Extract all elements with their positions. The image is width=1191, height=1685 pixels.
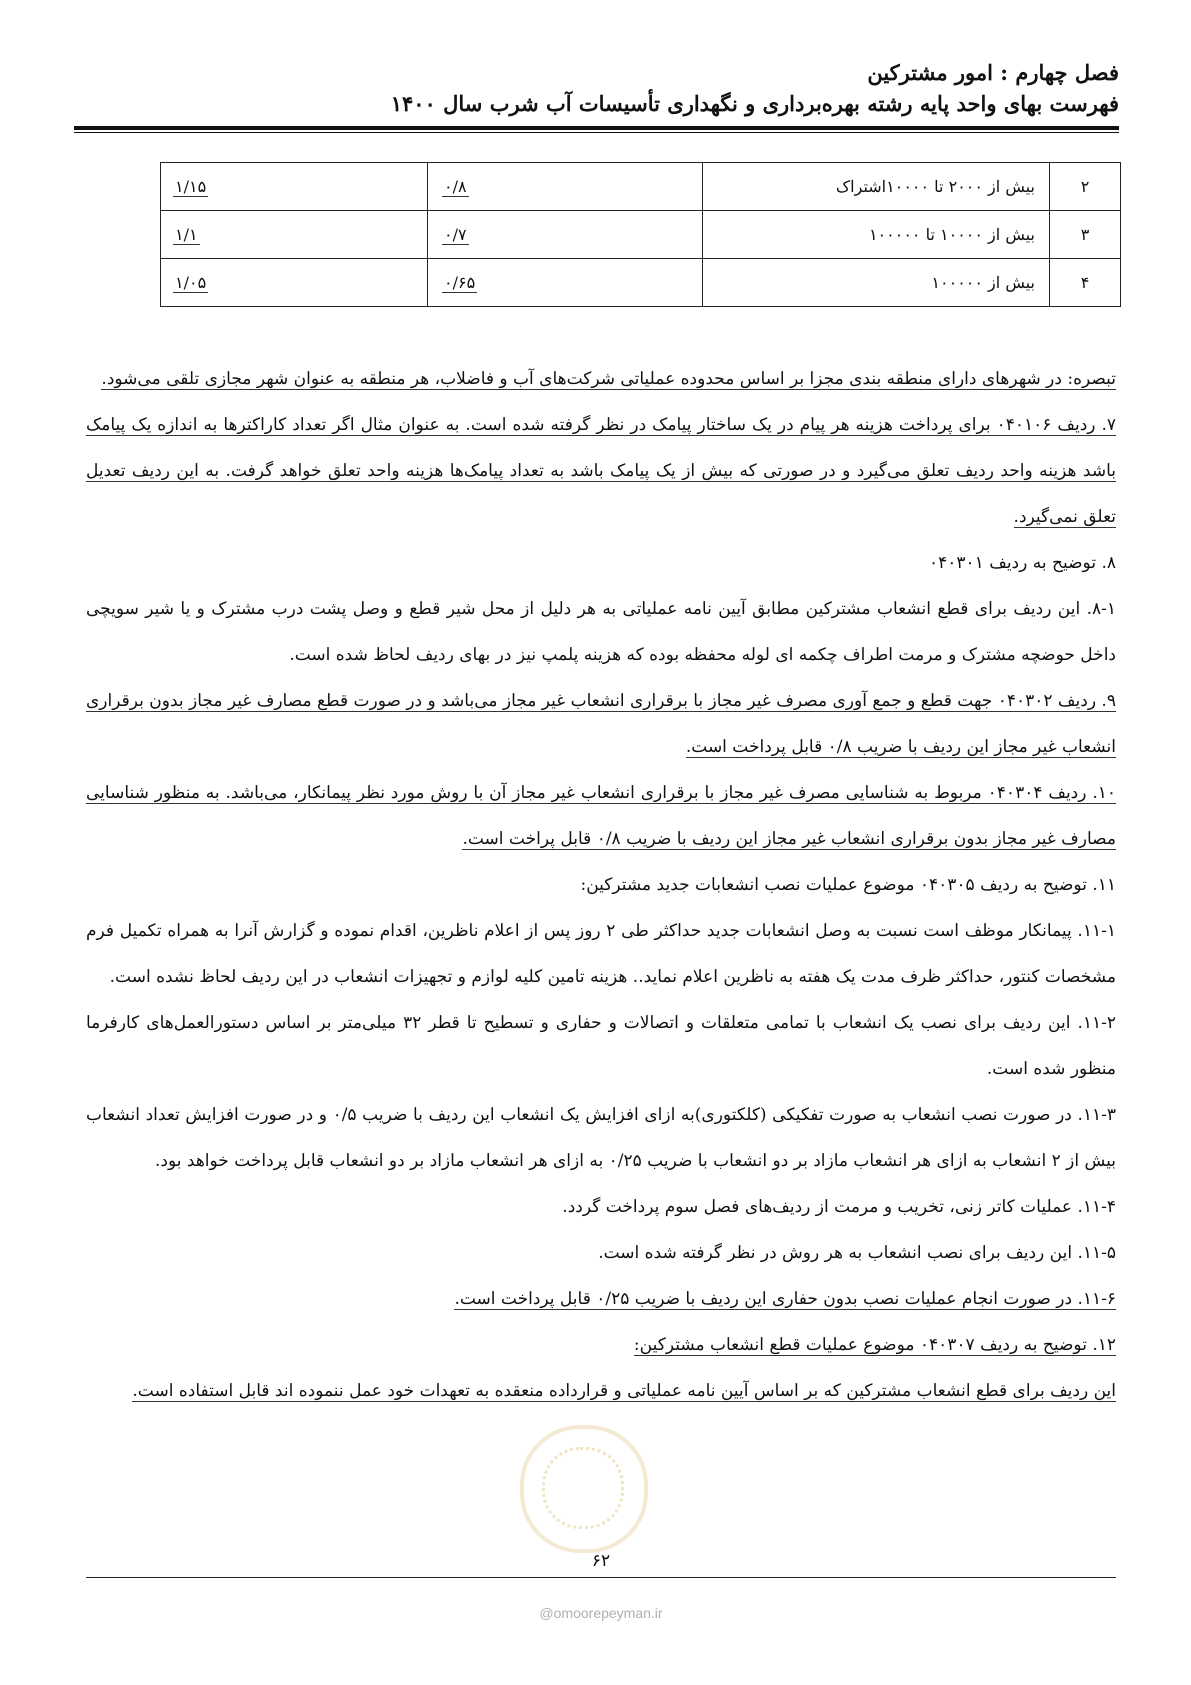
row-coefficient-2: ۱/۰۵ (175, 273, 207, 292)
note-paragraph: ۸. توضیح به ردیف ۰۴۰۳۰۱ (929, 553, 1116, 573)
note-paragraph: ۱۱-۱. پیمانکار موظف است نسبت به وصل انشعابات جدید حداکثر طی ۲ روز پس از اعلام ناظرین، اقدام نموده و گزارش آنرا به همراه تکمیل فرم مشخصات کنتور، حداکثر ظرف مدت یک هفته به ناظرین اعلام نماید.. هزینه تامین کلیه لوازم و تجهیزات انشعاب در این ردیف لحاظ نشده است. (86, 921, 1116, 987)
row-coefficient-1: ۰/۶۵ (444, 273, 476, 292)
note-paragraph: ۹. ردیف ۰۴۰۳۰۲ جهت قطع و جمع آوری مصرف غیر مجاز با برقراری انشعاب غیر مجاز می‌باشد و در صورت قطع مصارف غیر مجاز بدون برقراری انشعاب غیر مجاز این ردیف با ضریب ۰/۸ قابل پرداخت است. (86, 691, 1116, 757)
table-row (161, 163, 1121, 211)
note-paragraph: ۱۰. ردیف ۰۴۰۳۰۴ مربوط به شناسایی مصرف غیر مجاز با برقراری انشعاب غیر مجاز آن با روش مورد نظر پیمانکار، می‌باشد. به منظور شناسایی مصارف غیر مجاز بدون برقراری انشعاب غیر مجاز این ردیف با ضریب ۰/۸ قابل پراخت است. (86, 783, 1116, 849)
note-paragraph: ۱۱-۴. عملیات کاتر زنی، تخریب و مرمت از ردیف‌های فصل سوم پرداخت گردد. (562, 1197, 1116, 1217)
notes-body (86, 356, 1116, 1414)
footer-rule (86, 1577, 1116, 1578)
page-header (74, 58, 1119, 133)
chapter-title: فصل چهارم : امور مشترکین (867, 60, 1119, 85)
row-number: ۴ (1050, 259, 1121, 307)
row-coefficient-2: ۱/۱۵ (175, 177, 207, 196)
table-row (161, 259, 1121, 307)
note-paragraph: ۱۱. توضیح به ردیف ۰۴۰۳۰۵ موضوع عملیات نصب انشعابات جدید مشترکین: (580, 875, 1116, 895)
coefficient-table (160, 162, 1121, 307)
note-paragraph: ۸-۱. این ردیف برای قطع انشعاب مشترکین مطابق آیین نامه عملیاتی به هر دلیل از محل شیر قطع و وصل پشت درب مشترک و یا شیر سویچی داخل حوضچه مشترک و مرمت اطراف چکمه ای لوله محفظه بوده که هزینه پلمپ نیز در بهای ردیف لحاظ شده است. (86, 599, 1116, 665)
watermark-seal-icon (520, 1425, 648, 1553)
page-number: ۶۲ (591, 1551, 611, 1571)
watermark-text: @omoorepeyman.ir (539, 1605, 663, 1621)
row-description: بیش از ۱۰۰۰۰ تا ۱۰۰۰۰۰ (703, 211, 1050, 259)
row-coefficient-1: ۰/۷ (444, 225, 467, 244)
row-coefficient-1: ۰/۸ (444, 177, 467, 196)
row-coefficient-2: ۱/۱ (175, 225, 198, 244)
note-paragraph: تبصره: در شهرهای دارای منطقه بندی مجزا بر اساس محدوده عملیاتی شرکت‌های آب و فاضلاب، هر منطقه به عنوان شهر مجازی تلقی می‌شود. (101, 369, 1116, 389)
row-description: بیش از ۲۰۰۰ تا ۱۰۰۰۰اشتراک (703, 163, 1050, 211)
row-number: ۲ (1050, 163, 1121, 211)
header-rule (74, 126, 1119, 130)
page-footer (86, 1551, 1116, 1621)
row-description: بیش از ۱۰۰۰۰۰ (703, 259, 1050, 307)
note-paragraph: ۱۱-۵. این ردیف برای نصب انشعاب به هر روش در نظر گرفته شده است. (598, 1243, 1116, 1263)
list-title: فهرست بهای واحد پایه رشته بهره‌برداری و نگهداری تأسیسات آب شرب سال ۱۴۰۰ (390, 91, 1119, 116)
note-paragraph: این ردیف برای قطع انشعاب مشترکین که بر اساس آیین نامه عملیاتی و قرارداده منعقده به تعهدات خود عمل ننموده اند قابل استفاده است. (132, 1381, 1116, 1401)
row-number: ۳ (1050, 211, 1121, 259)
note-paragraph: ۱۱-۳. در صورت نصب انشعاب به صورت تفکیکی (کلکتوری)به ازای افزایش یک انشعاب این ردیف با ضریب ۰/۵ و در صورت افزایش تعداد انشعاب بیش از ۲ انشعاب به ازای هر انشعاب مازاد بر دو انشعاب با ضریب ۰/۲۵ به ازای هر انشعاب مازاد بر دو انشعاب قابل پرداخت خواهد بود. (86, 1105, 1116, 1171)
note-paragraph: ۱۱-۶. در صورت انجام عملیات نصب بدون حفاری این ردیف با ضریب ۰/۲۵ قابل پرداخت است. (454, 1289, 1116, 1309)
table-row (161, 211, 1121, 259)
note-paragraph: ۷. ردیف ۰۴۰۱۰۶ برای پرداخت هزینه هر پیام در یک ساختار پیامک در نظر گرفته شده است. به عنوان مثال اگر تعداد کاراکترها به اندازه یک پیامک باشد هزینه واحد ردیف تعلق می‌گیرد و در صورتی که بیش از یک پیامک باشد به تعداد پیامک‌ها هزینه واحد تعلق خواهد گرفت. به این ردیف تعدیل تعلق نمی‌گیرد. (86, 415, 1117, 527)
note-paragraph: ۱۱-۲. این ردیف برای نصب یک انشعاب با تمامی متعلقات و اتصالات و حفاری و تسطیح تا قطر ۳۲ میلی‌متر بر اساس دستورالعمل‌های کارفرما منظور شده است. (86, 1013, 1116, 1079)
header-rule-thin (74, 132, 1119, 133)
note-paragraph: ۱۲. توضیح به ردیف ۰۴۰۳۰۷ موضوع عملیات قطع انشعاب مشترکین: (633, 1335, 1116, 1355)
